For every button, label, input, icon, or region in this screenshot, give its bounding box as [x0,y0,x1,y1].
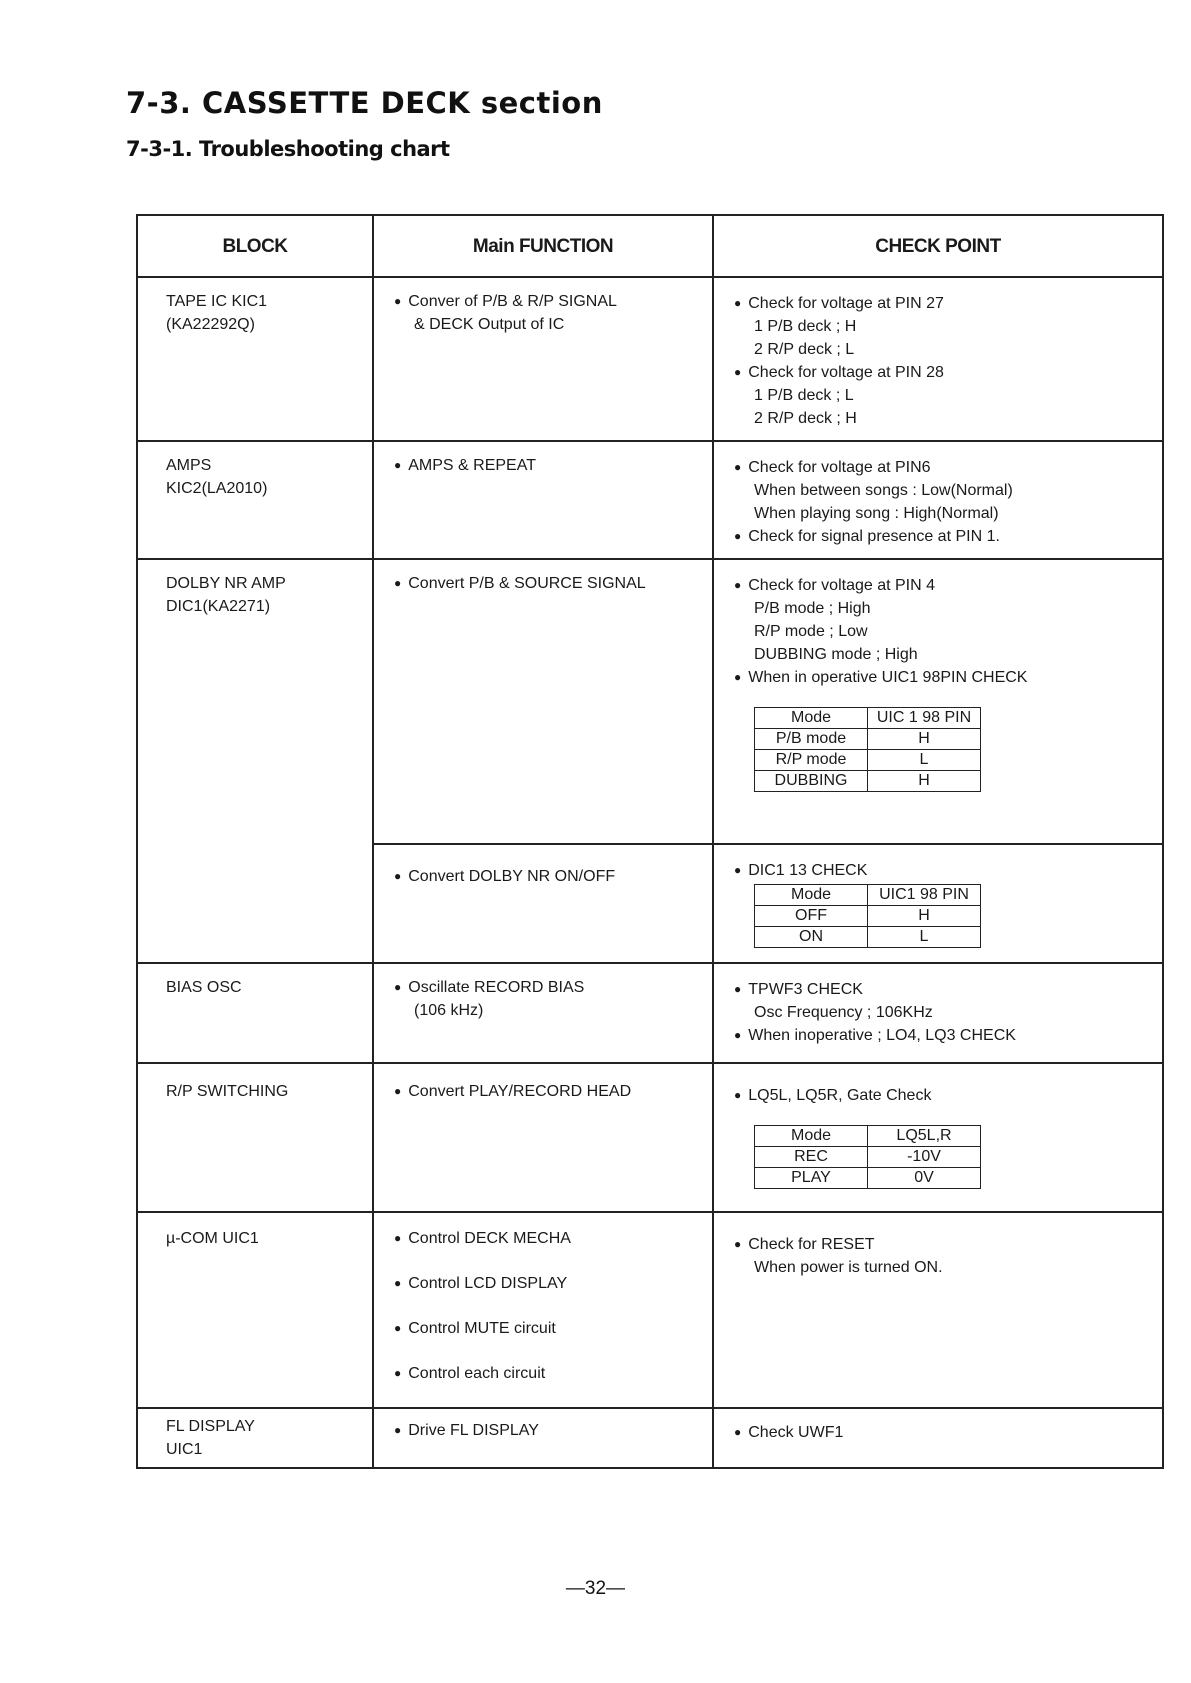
mode-table-cell: LQ5L,R [868,1126,981,1147]
bullet-dot-icon: ● [394,458,402,472]
page-number: —32— [565,1578,626,1599]
mode-table-cell: REC [755,1147,868,1168]
mode-table-cell: UIC1 98 PIN [868,885,981,906]
check-line: DUBBING mode ; High [754,646,918,663]
check-line: P/B mode ; High [754,600,871,617]
mode-table-row [755,1147,981,1168]
check-cell [713,1408,1163,1468]
bullet-dot-icon: ● [394,1366,402,1380]
check-bullet: ● When in operative UIC1 98PIN CHECK [734,669,1028,686]
mode-table-cell: Mode [755,708,868,729]
check-line: R/P mode ; Low [754,623,868,640]
check-cell [713,1212,1163,1408]
bullet-dot-icon: ● [394,576,402,590]
mode-table-cell: P/B mode [755,729,868,750]
function-cell [373,1408,713,1468]
bullet-dot-icon: ● [734,1028,742,1042]
mode-table-cell: -10V [868,1147,981,1168]
check-bullet: ● Check for voltage at PIN 28 [734,364,944,381]
function-bullet: ● Control DECK MECHA [394,1230,571,1247]
bullet-dot-icon: ● [734,460,742,474]
function-cell [373,559,713,844]
check-cell [713,1063,1163,1212]
table-row [137,441,1163,559]
function-bullet: ● AMPS & REPEAT [394,457,536,474]
mode-table-row [755,927,981,948]
bullet-dot-icon: ● [734,578,742,592]
block-cell [137,1212,373,1408]
bullet-dot-icon: ● [394,1231,402,1245]
table-row [137,1063,1163,1212]
mode-table-row [755,1168,981,1189]
check-line: 1 P/B deck ; L [754,387,854,404]
bullet-dot-icon: ● [394,294,402,308]
bullet-dot-icon: ● [394,1276,402,1290]
bullet-dot-icon: ● [394,980,402,994]
function-cell [373,1212,713,1408]
bullet-dot-icon: ● [734,863,742,877]
block-line: AMPS [166,457,212,474]
bullet-dot-icon: ● [734,1425,742,1439]
table-row [137,559,1163,844]
mode-table-cell: OFF [755,906,868,927]
mode-table-cell: L [868,750,981,771]
check-line: 2 R/P deck ; L [754,341,855,358]
bullet-dot-icon: ● [394,869,402,883]
function-bullet: ● Control each circuit [394,1365,546,1382]
bullet-dot-icon: ● [394,1084,402,1098]
function-line: & DECK Output of IC [414,316,565,333]
block-cell [137,559,373,963]
check-line: Osc Frequency ; 106KHz [754,1004,933,1021]
check-cell [713,844,1163,963]
check-bullet: ● Check for RESET [734,1236,875,1253]
check-bullet: ● When inoperative ; LO4, LQ3 CHECK [734,1027,1016,1044]
block-line: KIC2(LA2010) [166,480,268,497]
mode-table-cell: H [868,906,981,927]
check-line: When power is turned ON. [754,1259,943,1276]
column-header-block: BLOCK [137,215,373,277]
check-bullet: ● LQ5L, LQ5R, Gate Check [734,1087,932,1104]
function-cell [373,844,713,963]
bullet-dot-icon: ● [734,529,742,543]
check-bullet: ● Check for signal presence at PIN 1. [734,528,1000,545]
bullet-dot-icon: ● [394,1321,402,1335]
block-line: BIAS OSC [166,979,242,996]
mode-table-cell: PLAY [755,1168,868,1189]
block-line: R/P SWITCHING [166,1083,289,1100]
mode-table-header [755,885,981,906]
function-bullet: ● Conver of P/B & R/P SIGNAL [394,293,617,310]
block-line: UIC1 [166,1441,203,1458]
check-line: 2 R/P deck ; H [754,410,857,427]
mode-table-row [755,729,981,750]
function-bullet: ● Drive FL DISPLAY [394,1422,539,1439]
bullet-dot-icon: ● [734,670,742,684]
mode-table-cell: H [868,729,981,750]
check-line: When playing song : High(Normal) [754,505,999,522]
mode-table-cell: ON [755,927,868,948]
table-row [137,963,1163,1063]
block-line: µ-COM UIC1 [166,1230,259,1247]
bullet-dot-icon: ● [734,296,742,310]
mode-table-cell: L [868,927,981,948]
mode-table-header [755,1126,981,1147]
check-line: 1 P/B deck ; H [754,318,857,335]
mode-table [754,707,981,792]
block-line: (KA22292Q) [166,316,255,333]
check-cell [713,441,1163,559]
check-bullet: ● Check UWF1 [734,1424,844,1441]
check-line: When between songs : Low(Normal) [754,482,1013,499]
section-title: 7-3-1. Troubleshooting chart [126,137,450,161]
mode-table-row [755,750,981,771]
mode-table-cell: DUBBING [755,771,868,792]
page-title: 7-3. CASSETTE DECK section [126,86,603,120]
table-header-row [137,215,1163,277]
mode-table-header [755,708,981,729]
bullet-dot-icon: ● [734,1237,742,1251]
function-bullet: ● Control MUTE circuit [394,1320,556,1337]
block-line: TAPE IC KIC1 [166,293,268,310]
mode-table [754,884,981,948]
mode-table-cell: 0V [868,1168,981,1189]
function-bullet: ● Convert PLAY/RECORD HEAD [394,1083,632,1100]
check-bullet: ● DIC1 13 CHECK [734,862,868,879]
mode-table-cell: UIC 1 98 PIN [868,708,981,729]
block-line: DIC1(KA2271) [166,598,271,615]
function-bullet: ● Convert P/B & SOURCE SIGNAL [394,575,646,592]
mode-table [754,1125,981,1189]
table-row [137,1212,1163,1408]
mode-table-cell: Mode [755,885,868,906]
function-cell [373,1063,713,1212]
block-line: DOLBY NR AMP [166,575,286,592]
table-row [137,277,1163,441]
column-header-main-function: Main FUNCTION [373,215,713,277]
mode-table-cell: R/P mode [755,750,868,771]
mode-table-cell: Mode [755,1126,868,1147]
check-cell [713,277,1163,441]
check-bullet: ● TPWF3 CHECK [734,981,863,998]
mode-table-row [755,906,981,927]
bullet-dot-icon: ● [734,1088,742,1102]
mode-table-cell: H [868,771,981,792]
block-cell [137,441,373,559]
function-bullet: ● Convert DOLBY NR ON/OFF [394,868,616,885]
block-cell [137,277,373,441]
block-cell [137,1408,373,1468]
bullet-dot-icon: ● [734,365,742,379]
block-cell [137,963,373,1063]
troubleshooting-table [136,214,1164,1469]
column-header-check-point: CHECK POINT [713,215,1163,277]
block-line: FL DISPLAY [166,1418,255,1435]
function-line: (106 kHz) [414,1002,484,1019]
function-cell [373,277,713,441]
check-bullet: ● Check for voltage at PIN 4 [734,577,936,594]
bullet-dot-icon: ● [394,1423,402,1437]
function-bullet: ● Oscillate RECORD BIAS [394,979,585,996]
mode-table-row [755,771,981,792]
bullet-dot-icon: ● [734,982,742,996]
block-cell [137,1063,373,1212]
function-cell [373,441,713,559]
check-cell [713,559,1163,844]
check-cell [713,963,1163,1063]
check-bullet: ● Check for voltage at PIN 27 [734,295,944,312]
function-cell [373,963,713,1063]
table-row [137,1408,1163,1468]
function-bullet: ● Control LCD DISPLAY [394,1275,568,1292]
check-bullet: ● Check for voltage at PIN6 [734,459,931,476]
